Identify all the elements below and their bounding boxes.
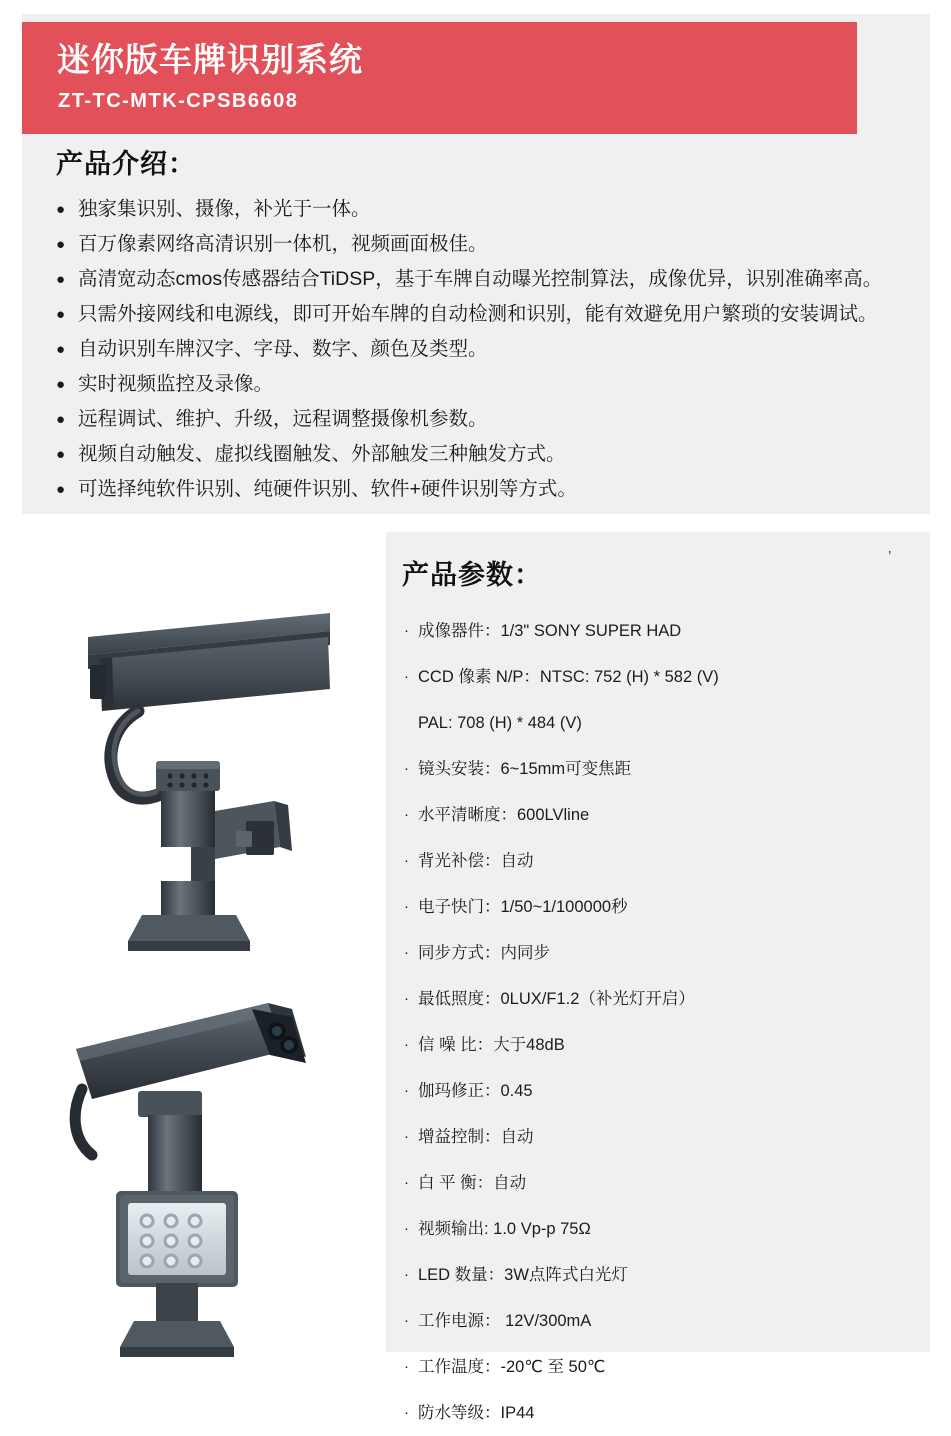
list-item <box>56 228 926 261</box>
list-item <box>404 608 924 654</box>
list-item <box>404 1160 924 1206</box>
list-item-text: 工作电源： 12V/300mA <box>418 1312 592 1330</box>
list-item <box>56 473 926 506</box>
bullet-icon: ● <box>56 481 66 498</box>
list-item-text: 只需外接网线和电源线，即可开始车牌的自动检测和识别，能有效避免用户繁琐的安装调试。 <box>78 303 878 325</box>
bullet-icon: ● <box>56 341 66 358</box>
list-item <box>404 1206 924 1252</box>
header-bar <box>22 22 857 134</box>
list-item <box>56 298 926 331</box>
dot-icon: · <box>404 1036 409 1053</box>
list-item-text: 电子快门：1/50~1/100000秒 <box>418 898 628 916</box>
list-item-text: 最低照度：0LUX/F1.2（补光灯开启） <box>418 990 695 1008</box>
list-item-text: 高清宽动态cmos传感器结合TiDSP，基于车牌自动曝光控制算法，成像优异，识别准确率高。 <box>78 268 883 290</box>
list-item-text: 视频输出: 1.0 Vp-p 75Ω <box>418 1220 591 1238</box>
list-item <box>56 403 926 436</box>
dot-icon: · <box>404 806 409 823</box>
dot-icon: · <box>404 990 409 1007</box>
list-item-continuation <box>404 700 924 746</box>
dot-icon: · <box>404 760 409 777</box>
list-item <box>404 1390 924 1436</box>
dot-icon: · <box>404 944 409 961</box>
dot-icon: · <box>404 898 409 915</box>
list-item-text: PAL: 708 (H) * 484 (V) <box>418 714 582 732</box>
dot-icon: · <box>404 1082 409 1099</box>
list-item <box>56 368 926 401</box>
dot-icon: · <box>404 668 409 685</box>
intro-heading: 产品介绍： <box>56 149 196 179</box>
list-item-text: 百万像素网络高清识别一体机，视频画面极佳。 <box>78 233 488 255</box>
dot-icon: · <box>404 1358 409 1375</box>
list-item <box>404 1022 924 1068</box>
list-item <box>404 838 924 884</box>
list-item <box>404 1298 924 1344</box>
list-item-text: 镜头安装：6~15mm可变焦距 <box>418 760 632 778</box>
dot-icon: · <box>404 1266 409 1283</box>
dot-icon: · <box>404 622 409 639</box>
list-item <box>404 654 924 700</box>
dot-icon: · <box>404 1312 409 1329</box>
dot-icon: · <box>404 1128 409 1145</box>
list-item-text: 增益控制：自动 <box>418 1128 534 1146</box>
dot-icon: · <box>404 1174 409 1191</box>
bullet-icon: ● <box>56 236 66 253</box>
list-item <box>404 1344 924 1390</box>
list-item <box>404 976 924 1022</box>
product-photos <box>30 545 380 1345</box>
product-introduction-section <box>56 142 926 508</box>
list-item-text: 背光补偿：自动 <box>418 852 534 870</box>
bullet-icon: ● <box>56 201 66 218</box>
dot-icon: · <box>404 1404 409 1421</box>
list-item-text: 实时视频监控及录像。 <box>78 373 274 395</box>
list-item-text: 同步方式：内同步 <box>418 944 550 962</box>
list-item-text: 自动识别车牌汉字、字母、数字、颜色及类型。 <box>78 338 488 360</box>
list-item-text: 远程调试、维护、升级，远程调整摄像机参数。 <box>78 408 488 430</box>
list-item-text: 独家集识别、摄像，补光于一体。 <box>78 198 371 220</box>
bullet-icon: ● <box>56 411 66 428</box>
list-item <box>404 1252 924 1298</box>
bullet-icon: ● <box>56 271 66 288</box>
bullet-icon: ● <box>56 306 66 323</box>
list-item <box>56 333 926 366</box>
camera-with-led-illuminator-photo <box>30 965 380 1365</box>
list-item-text: 视频自动触发、虚拟线圈触发、外部触发三种触发方式。 <box>78 443 566 465</box>
license-plate-camera-housing-photo <box>30 585 380 955</box>
bullet-icon: ● <box>56 376 66 393</box>
list-item-text: 白 平 衡：自动 <box>418 1174 527 1192</box>
list-item <box>56 263 926 296</box>
list-item <box>404 1068 924 1114</box>
intro-feature-list <box>56 193 926 506</box>
parameters-heading: 产品参数： <box>402 560 542 590</box>
dot-icon: · <box>404 852 409 869</box>
list-item-text: 可选择纯软件识别、纯硬件识别、软件+硬件识别等方式。 <box>78 478 577 500</box>
list-item <box>56 438 926 471</box>
list-item-text: CCD 像素 N/P：NTSC: 752 (H) * 582 (V) <box>418 668 719 686</box>
parameters-list <box>404 608 924 1436</box>
list-item <box>404 746 924 792</box>
list-item <box>404 930 924 976</box>
stray-mark: ’ <box>888 548 892 565</box>
list-item-text: LED 数量：3W点阵式白光灯 <box>418 1266 628 1284</box>
bullet-icon: ● <box>56 446 66 463</box>
list-item <box>404 884 924 930</box>
list-item-text: 成像器件：1/3" SONY SUPER HAD <box>418 622 682 640</box>
list-item-text: 伽玛修正：0.45 <box>418 1082 533 1100</box>
list-item <box>404 1114 924 1160</box>
list-item <box>56 193 926 226</box>
list-item-text: 防水等级：IP44 <box>418 1404 535 1422</box>
page-title: 迷你版车牌识别系统 <box>57 41 363 78</box>
dot-icon: · <box>404 1220 409 1237</box>
list-item-text: 信 噪 比：大于48dB <box>418 1036 565 1054</box>
list-item <box>404 792 924 838</box>
list-item-text: 水平清晰度：600LVline <box>418 806 590 824</box>
product-model: ZT-TC-MTK-CPSB6608 <box>58 90 299 112</box>
list-item-text: 工作温度：-20℃ 至 50℃ <box>418 1358 606 1376</box>
